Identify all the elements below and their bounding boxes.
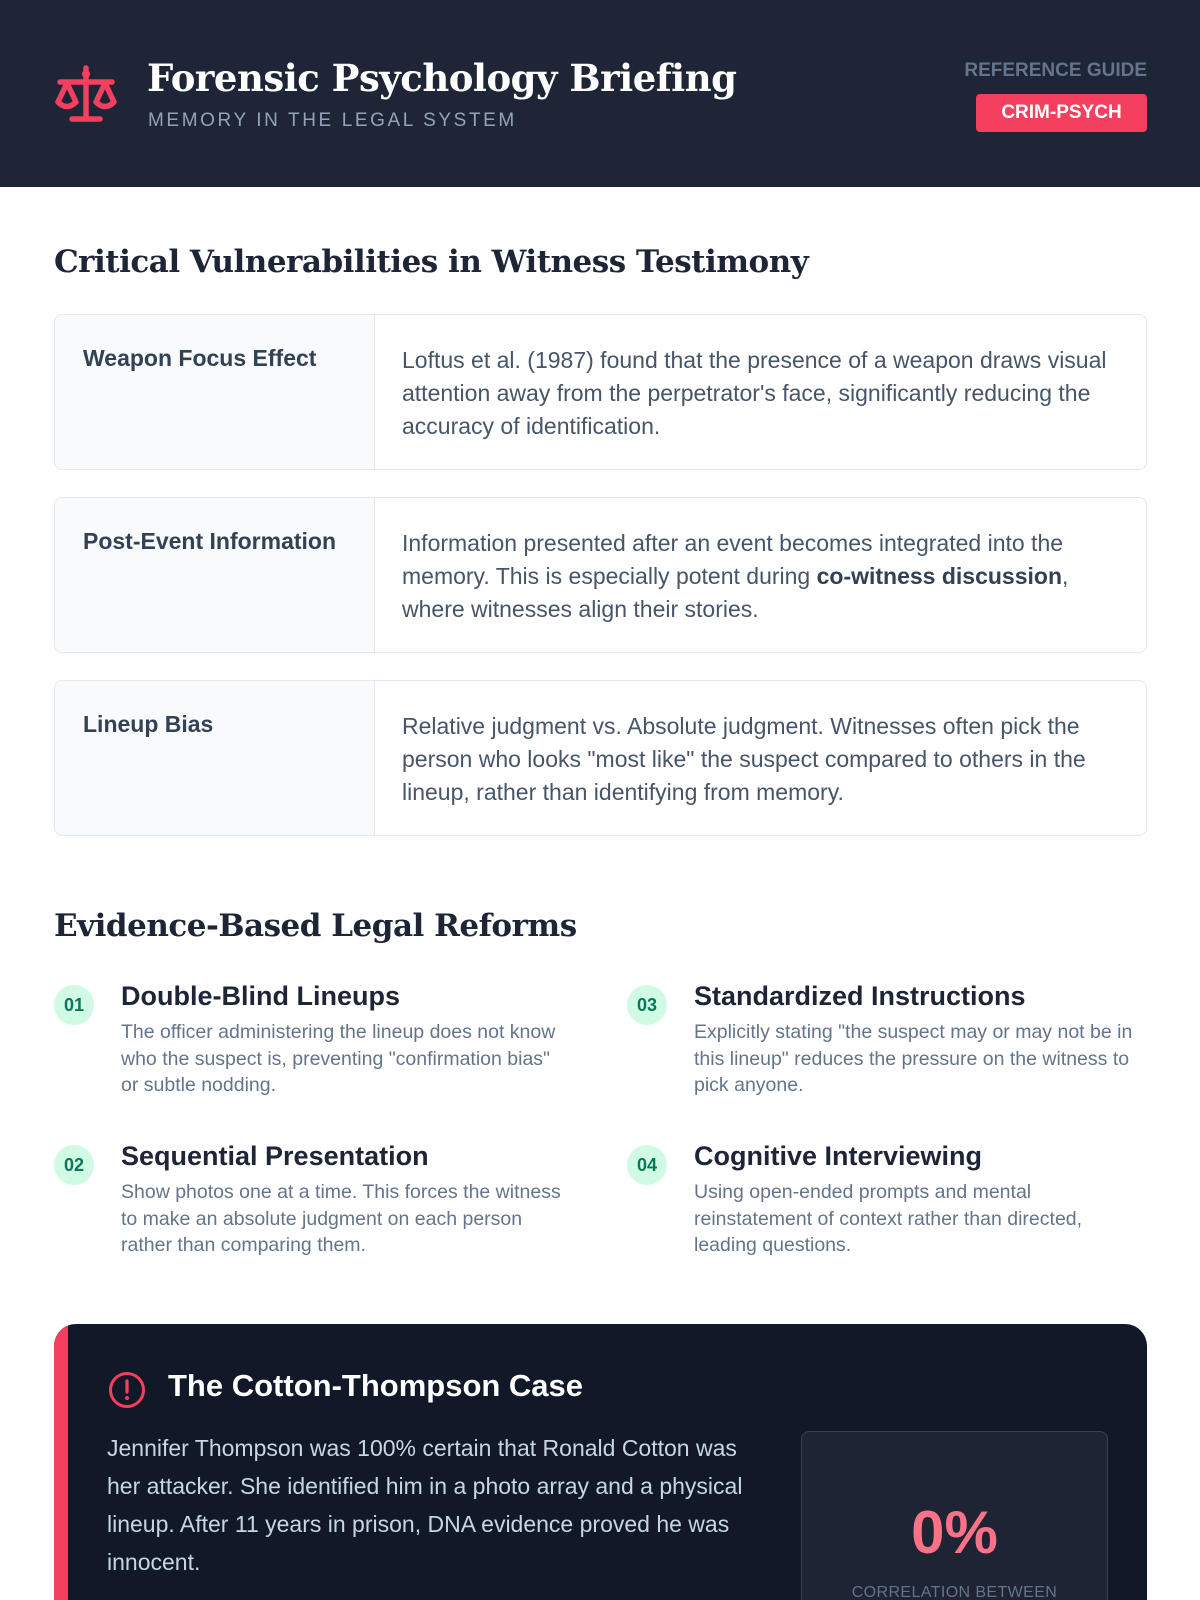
vulnerability-term: Lineup Bias	[55, 681, 375, 835]
alert-circle-icon	[107, 1370, 147, 1410]
step-number-badge: 04	[627, 1145, 667, 1185]
case-study-text: Jennifer Thompson was 100% certain that Ronald Cotton was her attacker. She identified him in a photo array and a physical lineup. After 11 years in prison, DNA evidence proved he was innocent.	[107, 1435, 743, 1575]
statistic-label: CORRELATION BETWEEN	[851, 1584, 1058, 1600]
step-number-badge: 03	[627, 985, 667, 1025]
reform-description: Show photos one at a time. This forces the witness to make an absolute judgment on each person rather than comparing them.	[121, 1181, 561, 1256]
step-number-badge: 02	[54, 1145, 94, 1185]
page-header	[0, 0, 1200, 187]
reform-description: Explicitly stating "the suspect may or may not be in this lineup" reduces the pressure on the witness to pick anyone.	[694, 1021, 1133, 1096]
reform-title: Standardized Instructions	[694, 981, 1026, 1011]
category-badge: CRIM-PSYCH	[976, 94, 1147, 132]
page-title: Forensic Psychology Briefing	[147, 56, 737, 100]
vulnerability-term: Weapon Focus Effect	[55, 315, 375, 469]
vulnerability-description	[402, 527, 1122, 626]
scales-of-justice-icon	[54, 64, 118, 124]
reference-guide-label: REFERENCE GUIDE	[964, 60, 1147, 81]
description-text: , where witnesses align their stories.	[402, 563, 1069, 622]
vulnerability-description: Loftus et al. (1987) found that the presence of a weapon draws visual attention away from the perpetrator's face, significantly reducing the accuracy of identification.	[402, 347, 1107, 439]
vulnerabilities-heading: Critical Vulnerabilities in Witness Testimony	[54, 244, 809, 280]
reform-title: Sequential Presentation	[121, 1141, 429, 1171]
statistic-box	[801, 1431, 1108, 1600]
reform-description: Using open-ended prompts and mental reinstatement of context rather than directed, leading questions.	[694, 1181, 1083, 1256]
reform-title: Cognitive Interviewing	[694, 1141, 983, 1171]
reform-description: The officer administering the lineup does not know who the suspect is, preventing "confirmation bias" or subtle nodding.	[121, 1021, 556, 1096]
case-study-card	[54, 1324, 1147, 1600]
description-text: Information presented after an event becomes integrated into the memory. This is especially potent during	[402, 530, 1064, 589]
vulnerability-row	[54, 680, 1147, 836]
vulnerability-row	[54, 314, 1147, 470]
step-number-badge: 01	[54, 985, 94, 1025]
page-subtitle: MEMORY IN THE LEGAL SYSTEM	[148, 110, 517, 131]
reforms-heading: Evidence-Based Legal Reforms	[54, 908, 577, 944]
statistic-value: 0%	[911, 1499, 998, 1566]
vulnerability-row	[54, 497, 1147, 653]
accent-bar	[54, 1324, 68, 1600]
case-study-title: The Cotton-Thompson Case	[168, 1368, 584, 1403]
vulnerability-description: Relative judgment vs. Absolute judgment. Witnesses often pick the person who looks "most like" the suspect compared to others in the lineup, rather than identifying from memory.	[402, 713, 1086, 805]
description-emphasis: co-witness discussion	[816, 563, 1063, 589]
reform-title: Double-Blind Lineups	[121, 981, 400, 1011]
vulnerability-term: Post-Event Information	[55, 498, 375, 652]
